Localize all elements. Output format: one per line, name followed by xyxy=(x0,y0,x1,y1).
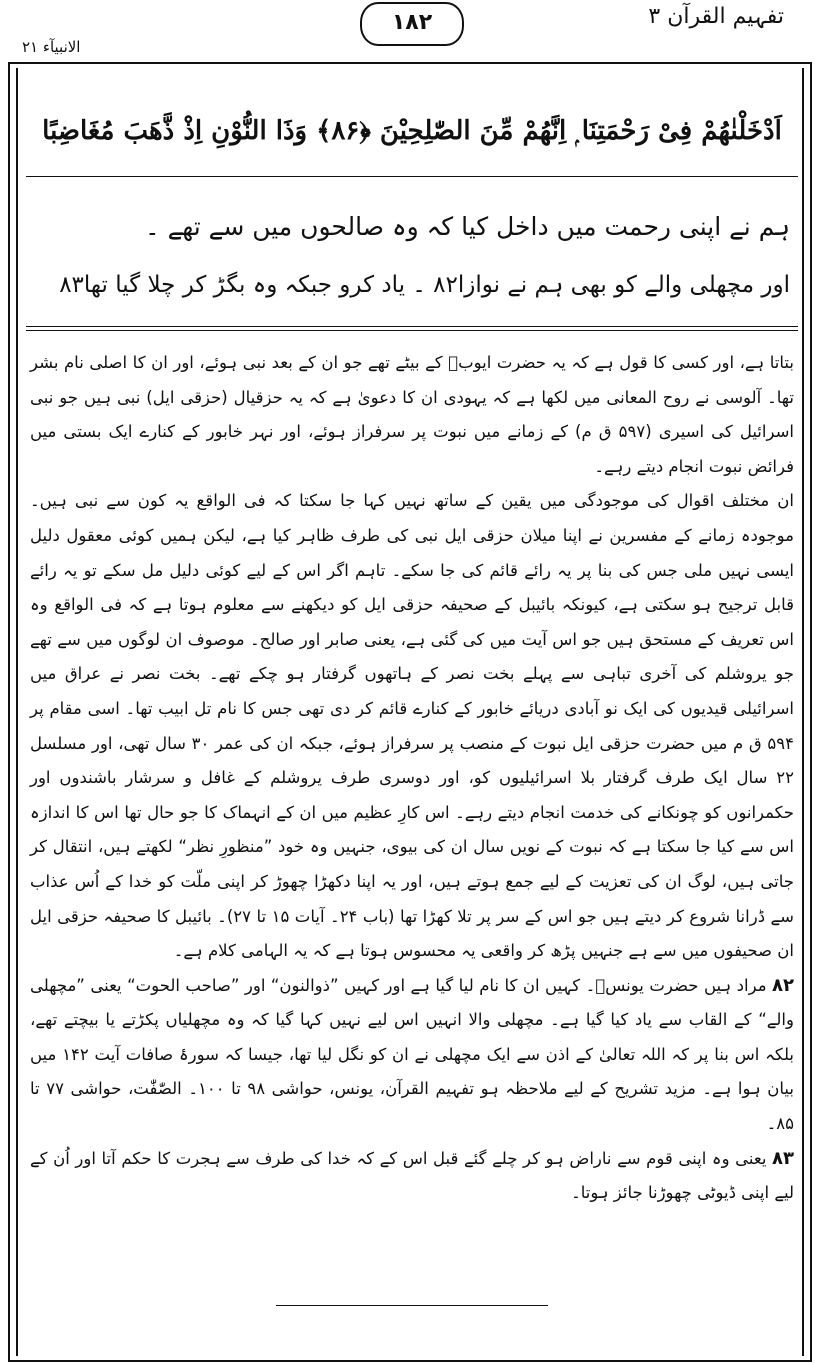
footnote-82 xyxy=(30,969,794,1142)
divider xyxy=(26,176,798,177)
divider xyxy=(26,330,798,331)
book-title: تفہیم القرآن ۳ xyxy=(648,4,784,29)
footnote-text: مراد ہیں حضرت یونسؑ۔ کہیں ان کا نام لیا گیا ہے اور کہیں ”ذوالنون“ اور ”صاحب الحوت“ یعنی ”مچھلی والے“ کے القاب سے یاد کیا گیا ہے۔ مچھلی والا انہیں اس لیے نہیں کہا گیا کہ وہ مچھلیاں پکڑتے یا بیچتے تھے، بلکہ اس بنا پر کہ اللہ تعالیٰ کے اذن سے ایک مچھلی نے ان کو نگل لیا تھا، جیسا کہ سورۂ صافات آیت ۱۴۲ میں بیان ہوا ہے۔ مزید تشریح کے لیے ملاحظہ ہو تفہیم القرآن، یونس، حواشی ۹۸ تا ۱۰۰۔ الصّٰفّٰت، حواشی ۷۷ تا ۸۵۔ xyxy=(30,975,795,1134)
translation-line-2: اور مچھلی والے کو بھی ہم نے نوازا۸۲ ۔ یاد کرو جبکہ وہ بگڑ کر چلا گیا تھا۸۳ xyxy=(59,272,790,298)
surah-reference: الانبیآء ۲۱ xyxy=(22,38,81,56)
page-header xyxy=(0,0,824,56)
end-rule xyxy=(276,1305,548,1306)
divider xyxy=(26,326,798,327)
footnote-marker: ۸۲ xyxy=(772,974,795,996)
commentary-paragraph: ان مختلف اقوال کی موجودگی میں یقین کے ساتھ نہیں کہا جا سکتا کہ فی الواقع یہ کون سے نبی ہیں۔ موجودہ زمانے کے مفسرین نے اپنا میلان حزقی ایل نبی کی طرف ظاہر کیا ہے، لیکن ہمیں کوئی معقول دلیل ایسی نہیں ملی جس کی بنا پر یہ رائے قائم کی جا سکے۔ تاہم اگر اس کے لیے کوئی دلیل مل سکے تو یہ رائے قابل ترجیح ہو سکتی ہے، کیونکہ بائیبل کے صحیفہ حزقی ایل کو دیکھنے سے معلوم ہوتا ہے کہ فی الواقع وہ اس تعریف کے مستحق ہیں جو اس آیت میں کی گئی ہے، یعنی صابر اور صالح۔ موصوف ان لوگوں میں سے تھے جو یروشلم کی آخری تباہی سے پہلے بخت نصر کے ہاتھوں گرفتار ہو چکے تھے۔ بخت نصر نے عراق میں اسرائیلی قیدیوں کی ایک نو آبادی دریائے خابور کے کنارے قائم کر دی تھی جس کا نام تل ابیب تھا۔ اسی مقام پر ۵۹۴ ق م میں حضرت حزقی ایل نبوت کے منصب پر سرفراز ہوئے، جبکہ ان کی عمر ۳۰ سال تھی، اور مسلسل ۲۲ سال ایک طرف گرفتار بلا اسرائیلیوں کو، اور دوسری طرف یروشلم کے غافل و سرشار باشندوں اور حکمرانوں کو چونکانے کی خدمت انجام دیتے رہے۔ اس کارِ عظیم میں ان کے انہماک کا جو حال تھا اس کا اندازہ اس سے کیا جا سکتا ہے کہ نبوت کے نویں سال ان کی بیوی، جنہیں وہ خود ”منظورِ نظر“ لکھتے ہیں، انتقال کر جاتی ہیں، لوگ ان کی تعزیت کے لیے جمع ہوتے ہیں، اور یہ اپنا دکھڑا چھوڑ کر اپنی ملّت کو خدا کے اُس عذاب سے ڈرانا شروع کر دیتے ہیں جو اس کے سر پر تلا کھڑا تھا (باب ۲۴۔ آیات ۱۵ تا ۲۷)۔ بائیبل کا صحیفہ حزقی ایل ان صحیفوں میں سے ہے جنہیں پڑھ کر واقعی یہ محسوس ہوتا ہے کہ یہ الہامی کلام ہے۔ xyxy=(30,491,795,961)
arabic-verse: اَدْخَلْنٰهُمْ فِیْ رَحْمَتِنَا ۭ اِنَّهُمْ مِّنَ الصّٰلِحِیْنَ ﴿۸۶﴾ وَذَا النُّوْنِ اِذْ ذَّهَبَ مُغَاضِبًا xyxy=(42,116,782,146)
commentary xyxy=(30,346,794,1211)
translation-line-1: ہم نے اپنی رحمت میں داخل کیا کہ وہ صالحوں میں سے تھے ۔ xyxy=(145,212,790,241)
commentary-paragraph: بتاتا ہے، اور کسی کا قول ہے کہ یہ حضرت ایوبؑ کے بیٹے تھے جو ان کے بعد نبی ہوئے، اور ان کا اصلی نام بشر تھا۔ آلوسی نے روح المعانی میں لکھا ہے کہ یہودی ان کا دعویٰ ہے کہ یہ حزقیال (حزقی ایل) نبی ہیں جو نبی اسرائیل کی اسیری (۵۹۷ ق م) کے زمانے میں نبوت پر سرفراز ہوئے، اور نہر خابور کے کنارے ایک بستی میں فرائض نبوت انجام دیتے رہے۔ xyxy=(30,353,794,476)
page-number: ۱۸۲ xyxy=(360,2,464,46)
footnote-marker: ۸۳ xyxy=(772,1147,795,1169)
footnote-text: یعنی وہ اپنی قوم سے ناراض ہو کر چلے گئے قبل اس کے کہ خدا کی طرف سے ہجرت کا حکم آتا اور اُن کے لیے اپنی ڈیوٹی چھوڑنا جائز ہوتا۔ xyxy=(30,1148,794,1203)
footnote-83 xyxy=(30,1142,794,1211)
